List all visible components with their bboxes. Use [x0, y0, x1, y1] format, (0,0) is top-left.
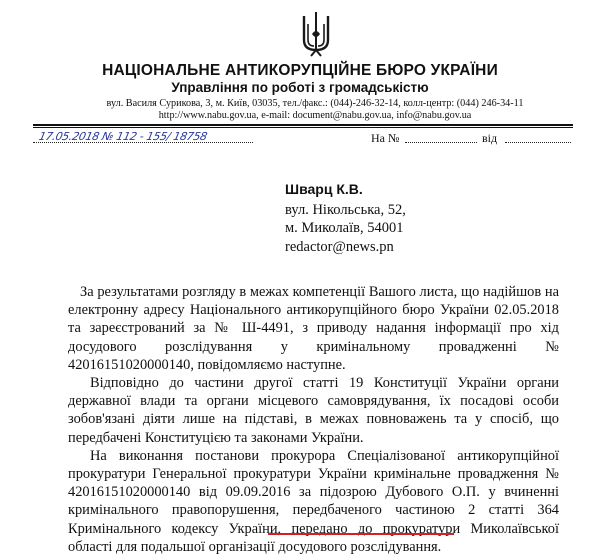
header-divider-thick [33, 124, 573, 126]
contacts-address-line: вул. Василя Сурикова, 3, м. Київ, 03035, тел./факс.: (044)-246-32-14, колл-центр: (044) 246-34-11 [106, 98, 524, 109]
red-underline-mark [268, 533, 454, 535]
contacts-web-line: http://www.nabu.gov.ua, e-mail: document@nabu.gov.ua, info@nabu.gov.ua [158, 110, 472, 121]
contact-info [70, 98, 560, 122]
recipient-block [285, 180, 406, 256]
paragraph-1: За результатами розгляду в межах компетенції Вашого листа, що надійшов на електронну адресу Національного антикорупційного бюро України 02.05.2018 та зареєстрований за № Ш-4491, з приводу надання інформації про хід досудового розслідування у кримінальному провадженні № 42016151020000140, повідомляємо наступне. [68, 284, 559, 373]
handwritten-reference: 17.05.2018 № 112 - 155/ 18758 [37, 130, 209, 143]
highlighted-phrase: передано до прокуратури [291, 520, 461, 537]
from-dotted-line [505, 142, 571, 143]
paragraph-2: Відповідно до частини другої статті 19 Конституції України органи державної влади та органи місцевого самоврядування, їх посадові особи зобов'язані діяти лише на підставі, в межах повноважень та у спосіб, що передбачені Конституцією та законами України. [68, 375, 559, 446]
paragraph-3 [68, 447, 559, 556]
reference-dotted-line [33, 142, 253, 143]
trident-emblem-icon [300, 10, 332, 58]
recipient-city: м. Миколаїв, 54001 [285, 220, 404, 237]
letter-body [68, 283, 559, 556]
on-number-label: На № [371, 131, 400, 145]
from-label: від [482, 131, 498, 145]
recipient-email: redactor@news.pn [285, 238, 394, 255]
recipient-name: Шварц К.В. [285, 181, 363, 197]
department-subtitle: Управління по роботі з громадськістю [171, 80, 429, 95]
header-divider-thin [33, 127, 573, 128]
paragraph-3-start: На виконання постанови прокурора Спеціалізованої антикорупційної прокуратури Генеральної прокуратури України кримінальне провадження № 42016151020000140 від 09.09.2016 за підозрою Дубового О.П. у вчиненні кримінального правопорушення, передбаченого частиною 2 статті 364 Кримінального кодексу України, [68, 447, 559, 537]
reference-line [33, 130, 573, 150]
on-number-dotted-line [405, 142, 477, 143]
organization-title: НАЦІОНАЛЬНЕ АНТИКОРУПЦІЙНЕ БЮРО УКРАЇНИ [102, 62, 498, 79]
recipient-street: вул. Нікольська, 52, [285, 201, 406, 218]
paragraph-3-end: Миколаївської області для подальшої організації досудового розслідування. [68, 520, 559, 555]
